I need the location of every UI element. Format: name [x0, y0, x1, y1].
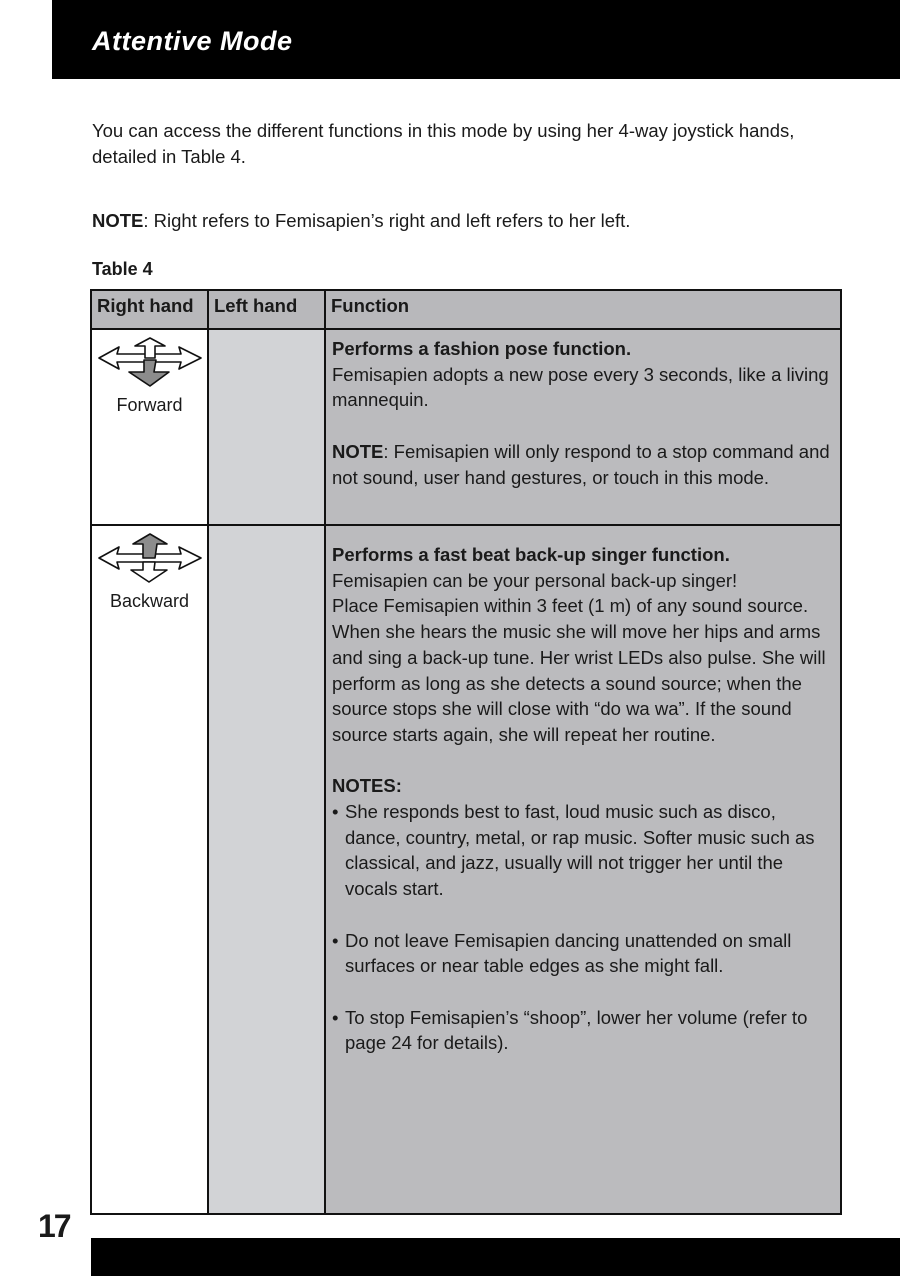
- header-function: Function: [325, 290, 841, 329]
- page-number: 17: [38, 1208, 70, 1244]
- footer-bar: [91, 1238, 900, 1276]
- table-row: [91, 525, 841, 1214]
- function-note-text: : Femisapien will only respond to a stop command and not sound, user hand gestures, or touch in this mode.: [332, 440, 830, 488]
- right-hand-cell: [91, 329, 208, 525]
- note-paragraph: [92, 208, 852, 234]
- direction-label: Backward: [109, 591, 190, 611]
- intro-paragraph: You can access the different functions in this mode by using her 4-way joystick hands, detailed in Table 4.: [92, 120, 795, 167]
- left-hand-cell: [208, 525, 325, 1214]
- function-body: Place Femisapien within 3 feet (1 m) of any sound source. When she hears the music she will move her hips and arms and sing a back-up tune. Her wrist LEDs also pulse. She will perform as long as she detects a sound source; when the source stops she will close with “do wa wa”. If the sound source starts again, she will repeat her routine.: [332, 595, 826, 745]
- right-hand-cell: [91, 525, 208, 1214]
- left-hand-cell: [208, 329, 325, 525]
- function-body: Femisapien can be your personal back-up singer!: [332, 569, 738, 591]
- function-cell: [325, 525, 841, 1214]
- direction-label: Forward: [116, 395, 183, 415]
- table-header-row: [91, 290, 841, 329]
- header-left-hand: Left hand: [208, 290, 325, 329]
- function-title: Performs a fashion pose function.: [332, 338, 632, 359]
- table-caption: Table 4: [92, 259, 153, 279]
- function-note: [332, 439, 834, 490]
- notes-list: [332, 799, 834, 1056]
- notes-label: NOTES:: [332, 775, 402, 797]
- function-body: Femisapien adopts a new pose every 3 seconds, like a living mannequin.: [332, 363, 829, 411]
- functions-table: [90, 289, 842, 1215]
- header-bar: [52, 0, 900, 79]
- table-row: [91, 329, 841, 525]
- note-text: : Right refers to Femisapien’s right and left refers to her left.: [143, 210, 631, 231]
- function-cell: [325, 329, 841, 525]
- list-item: • To stop Femisapien’s “shoop”, lower her volume (refer to page 24 for details).: [332, 1005, 834, 1056]
- function-title: Performs a fast beat back-up singer function.: [332, 544, 730, 565]
- page-title: Attentive Mode: [92, 26, 293, 56]
- list-item: • She responds best to fast, loud music such as disco, dance, country, metal, or rap music. Softer music such as classical, and jazz, usually will not trigger her until the vocals start.: [332, 799, 834, 902]
- joystick-forward-icon: [97, 371, 203, 392]
- function-note-label: NOTE: [332, 440, 384, 462]
- header-right-hand: Right hand: [91, 290, 208, 329]
- list-item: • Do not leave Femisapien dancing unattended on small surfaces or near table edges as she might fall.: [332, 928, 834, 979]
- joystick-backward-icon: [97, 567, 203, 588]
- note-label: NOTE: [92, 210, 144, 231]
